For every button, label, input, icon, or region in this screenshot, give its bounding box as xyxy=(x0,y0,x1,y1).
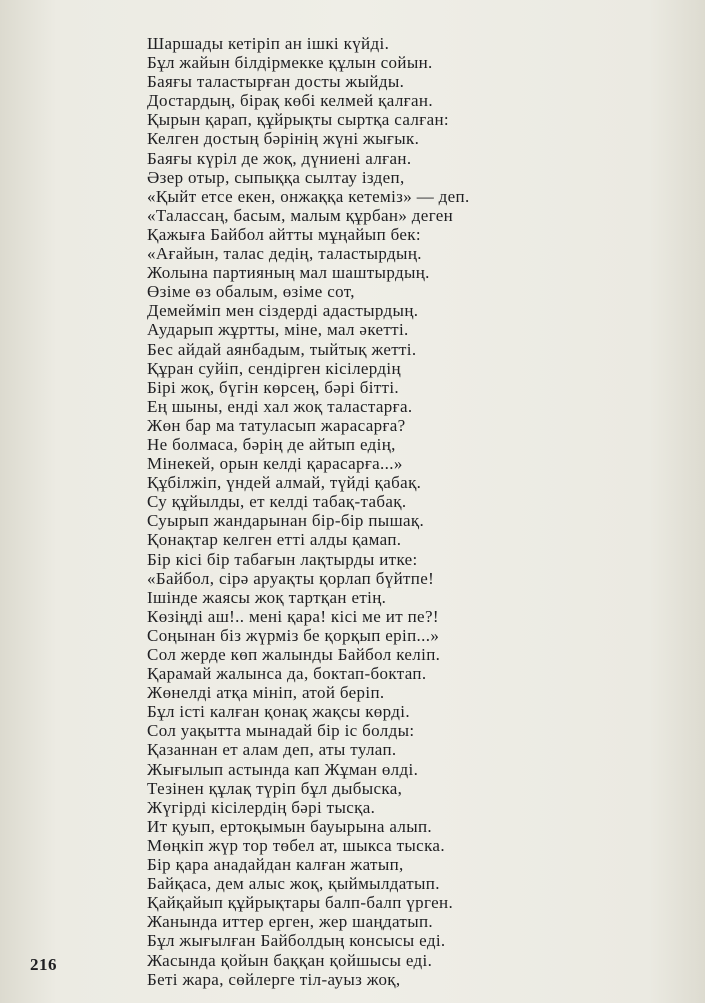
poem-line: Жөнелді атқа мініп, атой беріп. xyxy=(147,683,385,703)
poem-line: Мінекей, орын келді қарасарға...» xyxy=(147,454,403,474)
poem-line: Сол уақытта мынадай бір іс болды: xyxy=(147,721,415,741)
poem-line: Бұл жайын білдірмекке құлын сойын. xyxy=(147,53,433,73)
poem-line: Қайқайып құйрықтары балп-балп үрген. xyxy=(147,893,454,913)
poem-line: Бір қара анадайдан калған жатып, xyxy=(147,855,404,875)
poem-line: Мөңкіп жүр тор төбел ат, шыкса тыска. xyxy=(147,835,445,855)
poem-line: Құбілжіп, үндей алмай, түйді қабақ. xyxy=(147,473,422,493)
poem-line: Ең шыны, енді хал жоқ таластарға. xyxy=(147,396,413,416)
poem-line: Байқаса, дем алыс жоқ, қыймылдатып. xyxy=(147,874,440,894)
poem-line: Жүгірді кісілердің бәрі тысқа. xyxy=(147,797,376,817)
poem-line: «Байбол, сірә аруақты қорлап бүйтпе! xyxy=(147,568,435,588)
poem-line: Бес айдай аянбадым, тыйтық жетті. xyxy=(147,339,417,359)
poem-line: Бір кісі бір табағын лақтырды итке: xyxy=(147,549,418,569)
poem-line: Демейміп мен сіздерді адастырдың. xyxy=(147,301,419,321)
poem-line: Келген достың бәрінің жүні жығык. xyxy=(147,129,420,149)
poem-line: Не болмаса, бәрің де айтып едің, xyxy=(147,434,396,454)
poem-line: Баяғы күріл де жоқ, дүниені алған. xyxy=(147,148,412,168)
page-number: 216 xyxy=(30,955,57,974)
poem-line: Су құйылды, ет келді табақ-табақ. xyxy=(147,492,407,512)
poem-line: Аударып жұртты, міне, мал әкетті. xyxy=(147,320,409,340)
poem-line: Жанында иттер ерген, жер шаңдатып. xyxy=(147,912,434,932)
poem-line: Бұл жығылған Байболдың консысы еді. xyxy=(147,931,446,951)
poem-line: Баяғы таластырған досты жыйды. xyxy=(147,72,405,92)
poem-line: Суырып жандарынан бір-бір пышақ. xyxy=(147,511,425,531)
poem-line: «Қыйт етсе екен, онжаққа кетеміз» — деп. xyxy=(147,186,470,206)
poem-line: Қарамай жалынса да, боктап-боктап. xyxy=(147,664,427,684)
poem-line: Бұл істі калған қонақ жақсы көрді. xyxy=(147,702,410,722)
poem-line: «Ағайын, талас дедің, таластырдың. xyxy=(147,244,422,264)
poem-line: Сол жерде көп жалынды Байбол келіп. xyxy=(147,645,441,664)
poem-line: Қырын қарап, құйрықты сыртқа салған: xyxy=(147,110,449,130)
poem-line: «Талассаң, басым, малым құрбан» деген xyxy=(147,205,454,225)
poem-line: Өзіме өз обалым, өзіме сот, xyxy=(147,282,355,302)
poem-line: Әзер отыр, сыпыққа сылтау іздеп, xyxy=(147,167,405,187)
poem-line: Қажыға Байбол айтты мұңайып бек: xyxy=(147,224,421,244)
poem-line: Шаршады кетіріп ан ішкі күйді. xyxy=(147,34,390,53)
poem-line: Жасында қойын баққан қойшысы еді. xyxy=(147,950,433,970)
poem-line: Қонақтар келген етті алды қамап. xyxy=(147,530,402,550)
poem-line: Ішінде жаясы жоқ тартқан етің. xyxy=(147,587,387,607)
poem-line: Құран суйіп, сендірген кісілердің xyxy=(147,358,401,378)
poem-line: Ит қуып, ертоқымын бауырына алып. xyxy=(147,816,433,836)
poem-line: Көзіңді аш!.. мені қара! кісі ме ит пе?! xyxy=(147,606,439,626)
poem-text xyxy=(147,34,470,989)
poem-line: Тезінен құлақ түріп бұл дыбыска, xyxy=(147,778,403,798)
poem-line: Соңынан біз жүрміз бе қорқып еріп...» xyxy=(147,625,440,645)
poem-line: Жөн бар ма татуласып жарасарға? xyxy=(147,415,406,435)
poem-line: Жолына партияның мал шаштырдың. xyxy=(147,263,430,283)
poem-line: Қазаннан ет алам деп, аты тулап. xyxy=(147,740,397,760)
poem-line: Достардың, бірақ көбі келмей қалған. xyxy=(147,91,433,111)
poem-line: Бірі жоқ, бүгін көрсең, бәрі бітті. xyxy=(147,377,400,397)
poem-line: Беті жара, сөйлерге тіл-ауыз жоқ, xyxy=(147,969,401,989)
poem-line: Жығылып астында кап Жұман өлді. xyxy=(147,759,419,779)
